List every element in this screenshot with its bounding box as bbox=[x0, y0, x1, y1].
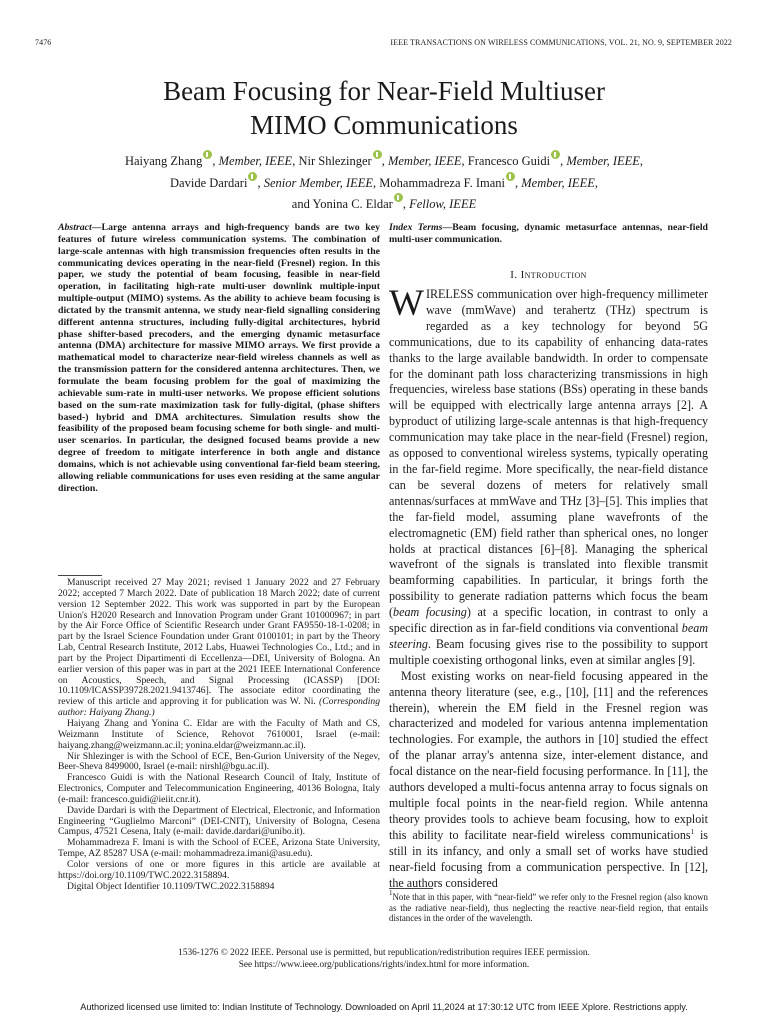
section-number: I. bbox=[510, 269, 518, 281]
intro-text: Most existing works on near-field focusing appeared in the antenna theory literature (see, e.g., [10], [11] and the references therein), wherein the EM field in the Fresnel region was characterized and modeled for various antenna implementation technologies. For example, the authors in [10] studied the effect of the planar array's antenna size, inter-element distance, and focal distance on the near-field focusing performance. In [11], the authors developed a multi-focus antenna array to focus signals on multiple focal points in the near-field region. While antenna theory provides tools to achieve beam focusing, how to exploit this ability to facilitate near-field wireless communications bbox=[389, 668, 708, 842]
author-conjunction: and bbox=[291, 197, 310, 211]
index-terms bbox=[389, 222, 708, 246]
introduction-body bbox=[389, 283, 709, 891]
author-role: Member, IEEE bbox=[521, 175, 595, 190]
copyright-notice bbox=[30, 948, 738, 972]
affiliation-note: Davide Dardari is with the Department of Electrical, Electronic, and Information Engineering “Guglielmo Marconi” (DEI-CNIT), University of Bologna, Cesena Campus, 47521 Cesena, Italy (e-mail: davide.dardari@unibo.it). bbox=[58, 804, 380, 838]
section-heading bbox=[389, 269, 708, 281]
title-line-1: Beam Focusing for Near-Field Multiuser bbox=[163, 76, 605, 106]
orcid-icon[interactable] bbox=[506, 172, 515, 181]
orcid-icon[interactable] bbox=[248, 172, 257, 181]
affiliation-note: Mohammadreza F. Imani is with the School of ECEE, Arizona State University, Tempe, AZ 85287 USA (e-mail: mohammadreza.imani@asu.edu). bbox=[58, 837, 380, 860]
intro-text: communication over high-frequency millimeter wave (mmWave) and terahertz (THz) spectrum is regarded as a key technology for beyond 5G communications, due to its capability of enhancing data-rates thanks to the large available bandwidth. In order to compensate for the dominant path loss characterizing transmissions in high frequencies, wireless base stations (BSs) operating in these bands will be equipped with electrically large antenna arrays [2]. A byproduct of utilizing large-scale antennas is that high-frequency communication may take place in the near-field (Fresnel) region, as opposed to conventional wireless systems, typically operating in the far-field regime. More specifically, the near-field distance can be several dozens of meters for relatively small antennas/surfaces at mmWave and THz [3]–[5]. This implies that the far-field model, assuming plane wavefronts of the electromagnetic (EM) field rather than spherical ones, no longer holds at practical distances [6]–[8]. Managing the spherical wavefront of the signals is translated into flexible transmit beamforming capabilities. In particular, it brings forth the possibility to generate radiation patterns which focus the beam ( bbox=[389, 287, 708, 620]
orcid-icon[interactable] bbox=[551, 150, 560, 159]
author-role: Member, IEEE bbox=[566, 154, 640, 168]
affiliation-note: Haiyang Zhang and Yonina C. Eldar are with the Faculty of Math and CS, Weizmann Institute of Science, Rehovot 7610001, Israel (e-mail: haiyang.zhang@weizmann.ac.il; yonina.eldar@weizmann.ac.il). bbox=[58, 717, 380, 751]
journal-header: IEEE TRANSACTIONS ON WIRELESS COMMUNICATIONS, VOL. 21, NO. 9, SEPTEMBER 2022 bbox=[390, 38, 732, 47]
lead-word: IRELESS bbox=[425, 287, 474, 301]
author-role: Member, IEEE bbox=[218, 154, 293, 168]
orcid-icon[interactable] bbox=[203, 150, 212, 159]
author-name: Haiyang Zhang bbox=[124, 154, 203, 168]
title-line-2: MIMO Communications bbox=[250, 110, 518, 140]
manuscript-text: Manuscript received 27 May 2021; revised 1 January 2022 and 27 February 2022; accepted 7 March 2022. Date of publication 18 March 2022; date of current version 12 September 2022. This work was supported in part by the European Union's H2020 Research and Innovation Program under Grant 101000967; in part by the Air Force Office of Scientific Research under Grant FA9550-18-1-0208; in part by the Israel Science Foundation under Grant 0100101; in part by the Theory Lab, Central Research Institute, 2012 Labs, Huawei Technologies Co., Ltd.; and in part by the Project Dipartimenti di Eccellenza—DEI, University of Bologna. An earlier version of this paper was in part at the 2021 IEEE International Conference on Acoustics, Speech, and Signal Processing (ICASSP) [DOI: 10.1109/ICASSP39728.2021.9413746]. The associate editor coordinating the review of this article and approving it for publication was W. Ni. bbox=[58, 577, 380, 708]
author-name: Francesco Guidi bbox=[467, 154, 551, 168]
copyright-line-2: See https://www.ieee.org/publications/rights/index.html for more information. bbox=[238, 959, 530, 970]
intro-text: is still in its infancy, and only a small set of works have studied near-field focusing from a communication perspective. In [12], the authors considered bbox=[389, 827, 709, 890]
footnote bbox=[389, 889, 708, 924]
doi-note: Digital Object Identifier 10.1109/TWC.2022.3158894 bbox=[67, 880, 275, 892]
intro-paragraph-2 bbox=[389, 669, 708, 892]
emphasis: beam focusing bbox=[393, 605, 467, 620]
author-role: Senior Member, IEEE bbox=[263, 175, 374, 190]
section-title: Introduction bbox=[520, 269, 587, 281]
author-name: Mohammadreza F. Imani bbox=[379, 175, 505, 190]
author-line-2: Davide Dardari , Senior Member, IEEE, Mohammadreza F. Imani , Member, IEEE, bbox=[30, 172, 738, 194]
author-line-1: Haiyang Zhang , Member, IEEE, Nir Shlezinger , Member, IEEE, Francesco Guidi , Member, IEEE, bbox=[30, 150, 738, 172]
author-name: Davide Dardari bbox=[170, 175, 248, 190]
author-role: Fellow, IEEE bbox=[409, 197, 477, 211]
corresponding-author: (Corresponding author: Haiyang Zhang.) bbox=[58, 696, 380, 719]
notes-divider bbox=[58, 575, 102, 576]
abstract-text: Large antenna arrays and high-frequency bands are two key features of future wireless communication systems. The combination of large-scale antennas with high transmission frequencies often results in the communicating devices operating in the near-field (Fresnel) region. In this paper, we study the potential of beam focusing, feasible in near-field operation, in facilitating high-rate multi-user downlink multiple-input multiple-output (MIMO) systems. As the ability to achieve beam focusing is dictated by the transmit antenna, we study near-field signalling considering different antenna structures, including fully-digital architectures, hybrid phase shifter-based precoders, and the emerging dynamic metasurface antenna (DMA) architecture for massive MIMO arrays. We first provide a mathematical model to characterize near-field wireless channels as well as the transmission pattern for the considered antenna architectures. Then, we formulate the beam focusing problem for the goal of maximizing the achievable sum-rate in multi-user networks. We propose efficient solutions based on the sum-rate maximization task for fully-digital, (phase shifters based-) hybrid and DMA architectures. Simulation results show the feasibility of the proposed beam focusing scheme for both single- and multi-user scenarios. In particular, the designed focused beams provide a new degree of freedom to mitigate interference in both angle and distance domains, which is not achievable using conventional far-field beam steering, allowing reliable communications for uses even residing at the same angular direction. bbox=[58, 222, 380, 494]
emphasis: beam steering bbox=[389, 621, 708, 651]
footnote-marker[interactable]: 1 bbox=[690, 827, 695, 836]
author-list bbox=[30, 150, 738, 215]
affiliation-note: Nir Shlezinger is with the School of ECE, Ben-Gurion University of the Negev, Beer-Sheva 8499000, Israel (e-mail: nirshl@bgu.ac.il). bbox=[58, 750, 380, 773]
page-number: 7476 bbox=[35, 38, 52, 47]
intro-text: . Beam focusing gives rise to the possibility to support multiple coexisting orthogonal links, even at similar angles [9]. bbox=[389, 636, 708, 667]
orcid-icon[interactable] bbox=[373, 150, 382, 159]
index-terms-label: Index Terms— bbox=[389, 222, 453, 233]
first-page-notes bbox=[58, 578, 380, 892]
author-name: Yonina C. Eldar bbox=[312, 197, 393, 211]
author-name: Nir Shlezinger bbox=[298, 154, 372, 168]
affiliation-note: Francesco Guidi is with the National Research Council of Italy, Institute of Electronics, Computer and Telecommunication Engineering, 40136 Bologna, Italy (e-mail: francesco.guidi@ieiit.cnr.it). bbox=[58, 772, 380, 805]
drop-cap: W bbox=[389, 283, 424, 324]
abstract bbox=[58, 222, 380, 494]
author-role: Member, IEEE bbox=[387, 154, 462, 168]
author-line-3: and Yonina C. Eldar , Fellow, IEEE bbox=[30, 193, 738, 215]
color-versions-note: Color versions of one or more figures in this article are available at https://doi.org/10.1109/TWC.2022.3158894. bbox=[58, 858, 380, 881]
orcid-icon[interactable] bbox=[394, 193, 403, 202]
copyright-line-1: 1536-1276 © 2022 IEEE. Personal use is permitted, but republication/redistribution requires IEEE permission. bbox=[178, 948, 590, 958]
index-terms-text: Beam focusing, dynamic metasurface antennas, near-field multi-user communication. bbox=[389, 222, 708, 245]
manuscript-note bbox=[58, 578, 380, 719]
intro-paragraph-1 bbox=[389, 283, 708, 669]
footnote-number: 1 bbox=[389, 889, 393, 897]
intro-text: ) at a specific location, in contrast to only a specific direction as in far-field conditions via conventional bbox=[389, 605, 708, 636]
abstract-label: Abstract— bbox=[58, 222, 102, 233]
license-banner: Authorized licensed use limited to: Indian Institute of Technology. Downloaded on April 11,2024 at 17:30:12 UTC from IEEE Xplore. Restrictions apply. bbox=[80, 1002, 688, 1012]
footnote-divider bbox=[389, 888, 433, 889]
paper-title bbox=[30, 74, 738, 142]
footnote-text: Note that in this paper, with “near-field” we refer only to the Fresnel region (also known as the radiative near-field), thus neglecting the reactive near-field region, that entails distances in the order of the wavelength. bbox=[389, 892, 708, 924]
